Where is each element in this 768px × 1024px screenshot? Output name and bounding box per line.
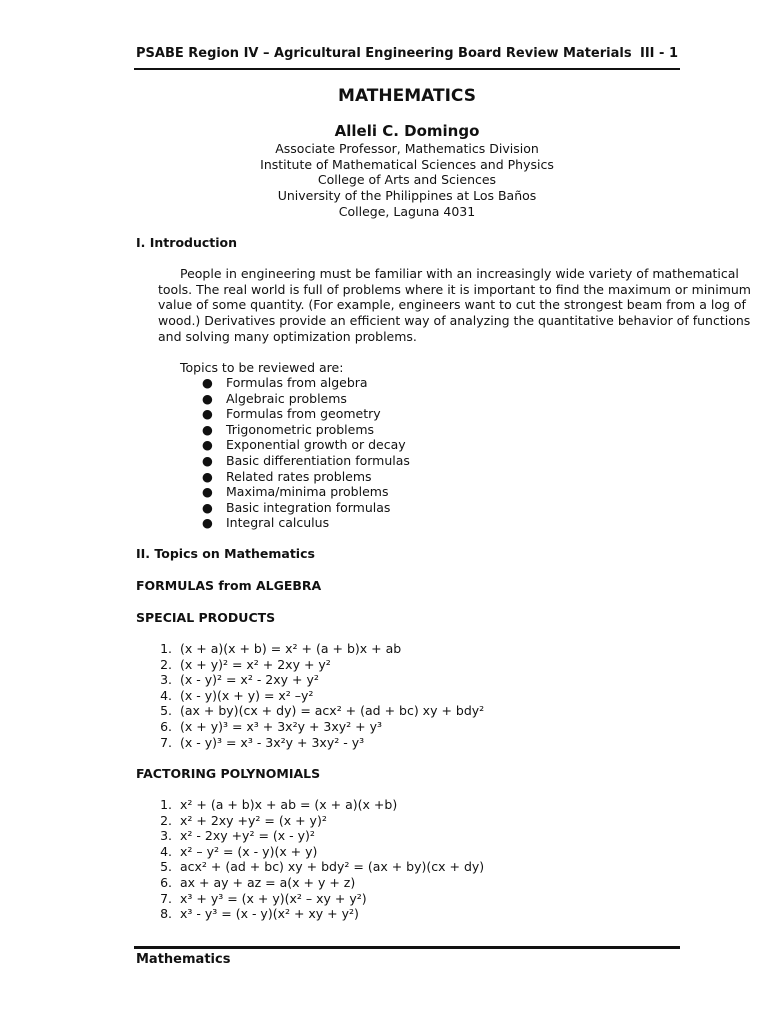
formula: x² - 2xy +y² = (x - y)² — [180, 828, 315, 844]
affiliation-line: College, Laguna 4031 — [338, 203, 476, 219]
paragraph-line: People in engineering must be familiar with an increasingly wide variety of mathematical — [180, 266, 739, 281]
running-header — [134, 46, 680, 66]
formula: (x - y)³ = x³ - 3x²y + 3xy² - y³ — [180, 734, 365, 750]
list-item: ● Formulas from algebra — [202, 375, 368, 390]
list-item: ● Exponential growth or decay — [202, 437, 406, 453]
list-item: ● Related rates problems — [202, 468, 372, 484]
special-products-list — [156, 641, 484, 750]
affiliation-line: Institute of Mathematical Sciences and Physics — [260, 156, 554, 172]
page-number: III - 1 — [639, 46, 678, 61]
list-item: 2. (x + y)² = x² + 2xy + y² — [160, 656, 331, 672]
list-item: 1. x² + (a + b)x + ab = (x + a)(x +b) — [160, 797, 398, 812]
bullet-icon: ● — [202, 421, 213, 437]
bullet-icon: ● — [202, 499, 213, 515]
section-heading-introduction: I. Introduction — [136, 235, 238, 250]
bullet-icon: ● — [202, 515, 213, 531]
bullet-icon: ● — [202, 484, 213, 500]
section-heading-topics: II. Topics on Mathematics — [136, 546, 315, 561]
list-item: ● Algebraic problems — [202, 390, 347, 406]
page-title: MATHEMATICS — [338, 86, 476, 106]
topics-list — [200, 375, 410, 531]
formula: (x + y)² = x² + 2xy + y² — [180, 656, 331, 672]
list-item: 6. ax + ay + az = a(x + y + z) — [160, 874, 356, 890]
formula: (x + a)(x + b) = x² + (a + b)x + ab — [180, 641, 402, 656]
subheading-special-products: SPECIAL PRODUCTS — [136, 610, 276, 625]
list-item: 3. x² - 2xy +y² = (x - y)² — [160, 828, 315, 844]
list-item: ● Basic differentiation formulas — [202, 452, 410, 468]
header-rule — [134, 68, 680, 70]
list-item: 6. (x + y)³ = x³ + 3x²y + 3xy² + y³ — [160, 718, 382, 734]
topics-intro: Topics to be reviewed are: — [180, 360, 344, 375]
author-affiliation — [134, 141, 680, 220]
formula: x² – y² = (x - y)(x + y) — [180, 843, 318, 859]
bullet-icon: ● — [202, 437, 213, 453]
introduction-paragraph — [158, 266, 751, 345]
factoring-polynomials-list — [156, 797, 484, 922]
formula: (x + y)³ = x³ + 3x²y + 3xy² + y³ — [180, 718, 382, 734]
paragraph-line: value of some quantity. (For example, engineers want to cut the strongest beam from a log of — [158, 297, 746, 313]
list-item: 7. (x - y)³ = x³ - 3x²y + 3xy² - y³ — [160, 734, 365, 750]
affiliation-line: College of Arts and Sciences — [317, 172, 497, 188]
author-name: Alleli C. Domingo — [334, 122, 480, 140]
formula: acx² + (ad + bc) xy + bdy² = (ax + by)(cx + dy) — [180, 859, 485, 875]
list-item: 4. (x - y)(x + y) = x² –y² — [160, 687, 314, 703]
bullet-icon: ● — [202, 375, 213, 390]
formula: (ax + by)(cx + dy) = acx² + (ad + bc) xy + bdy² — [180, 703, 485, 719]
subheading-formulas-algebra: FORMULAS from ALGEBRA — [136, 578, 322, 593]
formula: x² + (a + b)x + ab = (x + a)(x +b) — [180, 797, 398, 812]
formula: x² + 2xy +y² = (x + y)² — [180, 812, 327, 828]
bullet-icon: ● — [202, 390, 213, 406]
formula: (x - y)(x + y) = x² –y² — [180, 687, 314, 703]
footer-rule — [134, 946, 680, 949]
formula: x³ + y³ = (x + y)(x² – xy + y²) — [180, 890, 367, 906]
list-item: 5. (ax + by)(cx + dy) = acx² + (ad + bc) xy + bdy² — [160, 703, 485, 719]
bullet-icon: ● — [202, 468, 213, 484]
bullet-icon: ● — [202, 452, 213, 468]
bullet-icon: ● — [202, 406, 213, 422]
paragraph-line: wood.) Derivatives provide an efficient way of analyzing the quantitative behavior of functions — [158, 313, 751, 329]
formula: ax + ay + az = a(x + y + z) — [180, 874, 356, 890]
list-item: ● Formulas from geometry — [202, 406, 381, 422]
list-item: ● Basic integration formulas — [202, 499, 391, 515]
list-item: 3. (x - y)² = x² - 2xy + y² — [160, 672, 319, 688]
list-item: 5. acx² + (ad + bc) xy + bdy² = (ax + by)(cx + dy) — [160, 859, 485, 875]
paragraph-line: and solving many optimization problems. — [158, 328, 417, 344]
list-item: ● Maxima/minima problems — [202, 484, 389, 500]
list-item: 4. x² – y² = (x - y)(x + y) — [160, 843, 318, 859]
list-item: ● Trigonometric problems — [202, 421, 375, 437]
list-item: 7. x³ + y³ = (x + y)(x² – xy + y²) — [160, 890, 367, 906]
affiliation-line: University of the Philippines at Los Baños — [277, 188, 537, 204]
header-title: PSABE Region IV – Agricultural Engineering Board Review Materials — [136, 46, 632, 61]
subheading-factoring-polynomials: FACTORING POLYNOMIALS — [136, 766, 321, 781]
affiliation-line: Associate Professor, Mathematics Division — [275, 141, 539, 156]
running-footer: Mathematics — [136, 952, 231, 967]
formula: (x - y)² = x² - 2xy + y² — [180, 672, 319, 688]
paragraph-line: tools. The real world is full of problems where it is important to find the maximum or minimum — [158, 281, 751, 297]
formula: x³ - y³ = (x - y)(x² + xy + y²) — [180, 906, 359, 922]
list-item: 2. x² + 2xy +y² = (x + y)² — [160, 812, 327, 828]
list-item: 1. (x + a)(x + b) = x² + (a + b)x + ab — [160, 641, 402, 656]
list-item: 8. x³ - y³ = (x - y)(x² + xy + y²) — [160, 906, 359, 922]
list-item: ● Integral calculus — [202, 515, 330, 531]
